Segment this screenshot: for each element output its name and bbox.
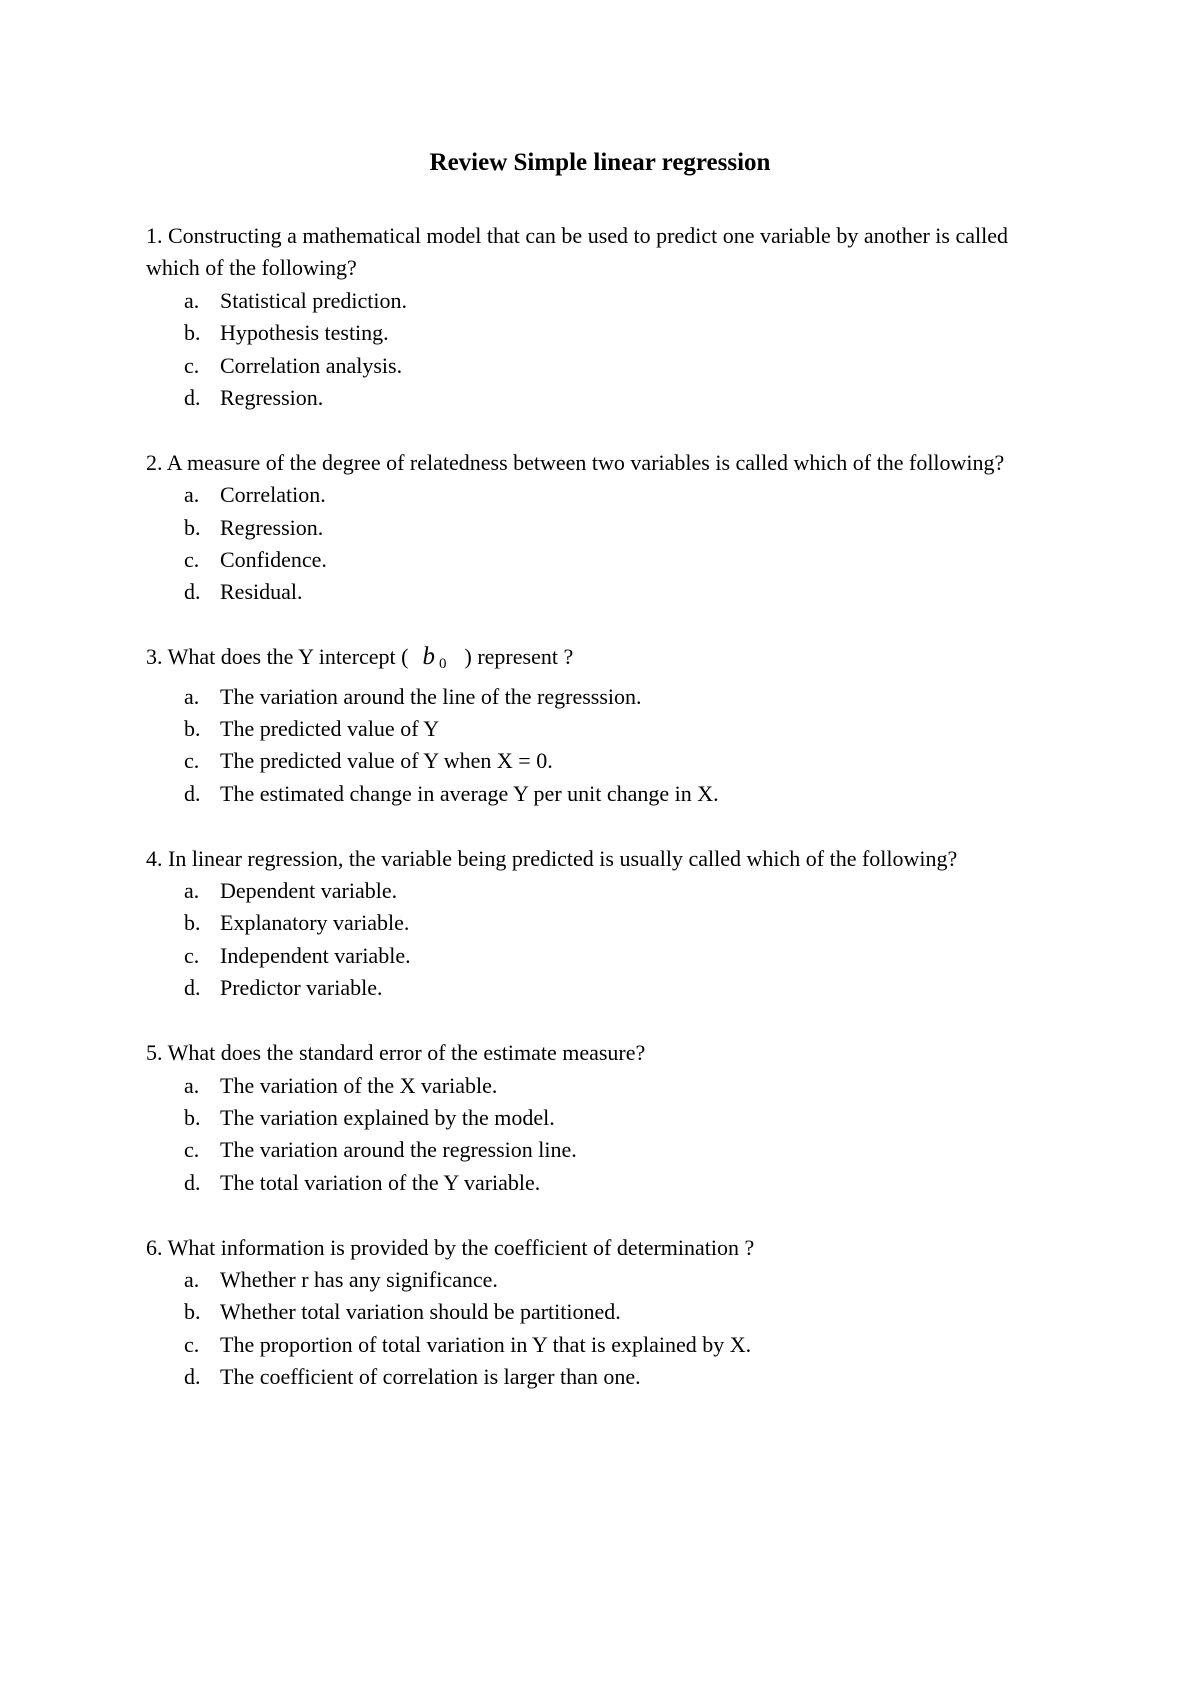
option-list	[146, 1070, 1066, 1200]
option-text: The total variation of the Y variable.	[220, 1169, 541, 1195]
option-item	[146, 778, 1066, 810]
option-letter: c.	[184, 352, 200, 378]
option-list	[146, 681, 1066, 811]
option-text: Hypothesis testing.	[220, 320, 389, 346]
option-text: Statistical prediction.	[220, 287, 407, 313]
option-item	[146, 972, 1066, 1004]
option-item	[146, 350, 1066, 382]
option-text: Correlation.	[220, 482, 326, 508]
option-letter: d.	[184, 385, 201, 411]
option-letter: a.	[184, 683, 200, 709]
option-letter: b.	[184, 514, 201, 540]
option-item	[146, 875, 1066, 907]
option-letter: d.	[184, 975, 201, 1001]
option-item	[146, 713, 1066, 745]
option-letter: b.	[184, 910, 201, 936]
option-text: Confidence.	[220, 547, 327, 573]
option-letter: a.	[184, 1072, 200, 1098]
option-text: The predicted value of Y	[220, 716, 440, 742]
question-5	[146, 1037, 1066, 1199]
option-text: Dependent variable.	[220, 878, 398, 904]
option-letter: a.	[184, 1266, 200, 1292]
option-list	[146, 1264, 1066, 1394]
option-text: The proportion of total variation in Y that is explained by X.	[220, 1331, 752, 1357]
question-4	[146, 843, 1066, 1005]
option-letter: a.	[184, 878, 200, 904]
question-2	[146, 447, 1066, 609]
option-item	[146, 1070, 1066, 1102]
question-text: 4. In linear regression, the variable being predicted is usually called which of the following?	[146, 845, 958, 871]
option-item	[146, 512, 1066, 544]
option-item	[146, 479, 1066, 511]
option-text: Regression.	[220, 514, 324, 540]
option-text: Regression.	[220, 385, 324, 411]
option-letter: d.	[184, 579, 201, 605]
option-item	[146, 745, 1066, 777]
option-letter: a.	[184, 287, 200, 313]
option-item	[146, 1329, 1066, 1361]
question-3	[146, 641, 1066, 810]
option-item	[146, 907, 1066, 939]
question-1	[146, 220, 1066, 414]
question-text-after: ) represent ?	[464, 644, 574, 670]
option-item	[146, 1167, 1066, 1199]
option-letter: d.	[184, 1169, 201, 1195]
option-item	[146, 317, 1066, 349]
question-text: 5. What does the standard error of the estimate measure?	[146, 1040, 646, 1066]
question-6	[146, 1232, 1066, 1394]
option-text: Independent variable.	[220, 942, 411, 968]
option-text: The variation of the X variable.	[220, 1072, 498, 1098]
option-text: Whether total variation should be partitioned.	[220, 1299, 621, 1325]
option-text: Residual.	[220, 579, 303, 605]
option-item	[146, 1102, 1066, 1134]
option-letter: a.	[184, 482, 200, 508]
document-title: Review Simple linear regression	[429, 149, 771, 176]
option-text: The coefficient of correlation is larger than one.	[220, 1364, 641, 1390]
option-item	[146, 544, 1066, 576]
option-item	[146, 1134, 1066, 1166]
option-item	[146, 382, 1066, 414]
option-item	[146, 1361, 1066, 1393]
option-text: The variation explained by the model.	[220, 1104, 555, 1130]
intercept-symbol: b	[422, 643, 435, 671]
option-item	[146, 1264, 1066, 1296]
option-letter: b.	[184, 1299, 201, 1325]
option-list	[146, 875, 1066, 1005]
option-letter: c.	[184, 942, 200, 968]
option-text: Explanatory variable.	[220, 910, 410, 936]
question-text: 6. What information is provided by the coefficient of determination ?	[146, 1234, 755, 1260]
option-text: Predictor variable.	[220, 975, 383, 1001]
option-letter: c.	[184, 748, 200, 774]
option-letter: b.	[184, 716, 201, 742]
option-item	[146, 681, 1066, 713]
option-text: The predicted value of Y when X = 0.	[220, 748, 553, 774]
option-item	[146, 940, 1066, 972]
option-text: The estimated change in average Y per unit change in X.	[220, 780, 719, 806]
option-text: Correlation analysis.	[220, 352, 403, 378]
option-text: The variation around the line of the regresssion.	[220, 683, 642, 709]
option-text: Whether r has any significance.	[220, 1266, 498, 1292]
option-letter: b.	[184, 320, 201, 346]
option-letter: c.	[184, 547, 200, 573]
option-letter: d.	[184, 1364, 201, 1390]
question-list	[146, 220, 1066, 1426]
option-item	[146, 285, 1066, 317]
option-letter: c.	[184, 1331, 200, 1357]
question-text: 1. Constructing a mathematical model that can be used to predict one variable by another is called which of the following?	[146, 223, 1008, 281]
question-text	[146, 641, 1066, 680]
option-item	[146, 576, 1066, 608]
option-letter: d.	[184, 780, 201, 806]
option-text: The variation around the regression line.	[220, 1137, 577, 1163]
option-letter: c.	[184, 1137, 200, 1163]
intercept-subscript: 0	[439, 656, 447, 673]
option-item	[146, 1296, 1066, 1328]
option-list	[146, 479, 1066, 609]
question-text: 2. A measure of the degree of relatedness between two variables is called which of the following?	[146, 449, 1005, 475]
option-letter: b.	[184, 1104, 201, 1130]
question-text-before: 3. What does the Y intercept (	[146, 644, 409, 670]
option-list	[146, 285, 1066, 415]
